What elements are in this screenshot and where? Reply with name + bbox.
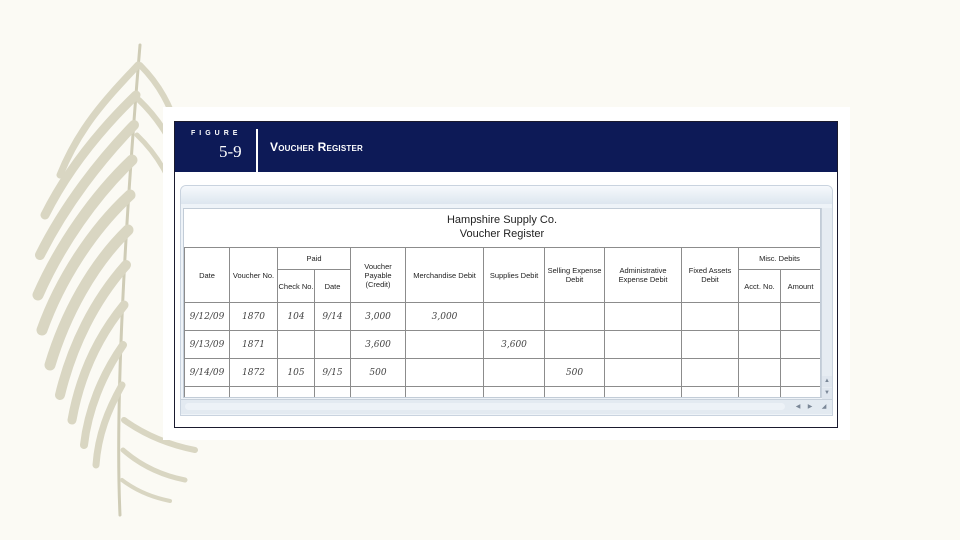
- cell-empty: [682, 387, 739, 399]
- company-name: Hampshire Supply Co.: [446, 214, 558, 226]
- header-acct-no: Acct. No.: [739, 270, 781, 303]
- vertical-scrollbar[interactable]: [821, 208, 832, 398]
- arrow-down-icon[interactable]: ▼: [822, 388, 832, 399]
- horizontal-scrollbar[interactable]: [181, 399, 832, 414]
- cell-voucher-no: 1871: [230, 331, 278, 359]
- cell-voucher-payable: 500: [351, 359, 406, 387]
- cell-amount: [781, 359, 821, 387]
- cell-empty: [185, 387, 230, 399]
- window-titlebar: [181, 186, 832, 204]
- cell-paid-date: 9/14: [315, 303, 351, 331]
- table-row: [185, 303, 821, 331]
- cell-empty: [605, 387, 682, 399]
- arrow-right-icon[interactable]: ▶: [807, 404, 813, 410]
- cell-fixed-assets-debit: [682, 303, 739, 331]
- table-row-empty: [185, 387, 821, 399]
- cell-administrative-expense-debit: [605, 331, 682, 359]
- cell-supplies-debit: [484, 303, 545, 331]
- header-voucher-payable: Voucher Payable (Credit): [351, 248, 406, 303]
- figure-number: 5-9: [219, 142, 242, 161]
- figure-frame: [174, 121, 838, 428]
- cell-check-no: [278, 331, 315, 359]
- header-divider: [256, 129, 258, 172]
- cell-fixed-assets-debit: [682, 359, 739, 387]
- table-row: [185, 331, 821, 359]
- cell-fixed-assets-debit: [682, 331, 739, 359]
- cell-acct-no: [739, 359, 781, 387]
- cell-voucher-no: 1870: [230, 303, 278, 331]
- cell-date: 9/14/09: [185, 359, 230, 387]
- figure-header: [175, 122, 837, 172]
- header-administrative-expense-debit: Administrative Expense Debit: [605, 248, 682, 303]
- cell-empty: [351, 387, 406, 399]
- cell-amount: [781, 303, 821, 331]
- figure-title: Voucher Register: [270, 140, 363, 154]
- table-row: [185, 359, 821, 387]
- arrow-up-icon[interactable]: ▲: [822, 376, 832, 387]
- arrow-left-icon[interactable]: ◀: [795, 404, 801, 410]
- header-paid-date: Date: [315, 270, 351, 303]
- cell-empty: [315, 387, 351, 399]
- cell-date: 9/12/09: [185, 303, 230, 331]
- header-misc-debits: Misc. Debits: [739, 248, 821, 270]
- cell-selling-expense-debit: [545, 331, 605, 359]
- cell-administrative-expense-debit: [605, 359, 682, 387]
- horizontal-scroll-track[interactable]: [185, 403, 785, 410]
- resize-grip-icon[interactable]: ◢: [821, 404, 827, 410]
- cell-merchandise-debit: 3,000: [406, 303, 484, 331]
- figure-label: FIGURE: [191, 130, 242, 137]
- header-check-no: Check No.: [278, 270, 315, 303]
- cell-supplies-debit: 3,600: [484, 331, 545, 359]
- cell-empty: [230, 387, 278, 399]
- cell-empty: [545, 387, 605, 399]
- cell-check-no: 105: [278, 359, 315, 387]
- cell-empty: [484, 387, 545, 399]
- cell-paid-date: 9/15: [315, 359, 351, 387]
- register-title: Voucher Register: [459, 228, 545, 240]
- register-heading: [184, 213, 820, 241]
- header-paid: Paid: [278, 248, 351, 270]
- voucher-register-table: [184, 247, 821, 398]
- cell-selling-expense-debit: [545, 303, 605, 331]
- cell-voucher-payable: 3,000: [351, 303, 406, 331]
- cell-paid-date: [315, 331, 351, 359]
- cell-empty: [739, 387, 781, 399]
- register-sheet: [183, 208, 821, 398]
- header-date: Date: [185, 248, 230, 303]
- cell-selling-expense-debit: 500: [545, 359, 605, 387]
- cell-voucher-no: 1872: [230, 359, 278, 387]
- header-fixed-assets-debit: Fixed Assets Debit: [682, 248, 739, 303]
- cell-empty: [406, 387, 484, 399]
- cell-check-no: 104: [278, 303, 315, 331]
- cell-date: 9/13/09: [185, 331, 230, 359]
- cell-empty: [278, 387, 315, 399]
- cell-amount: [781, 331, 821, 359]
- cell-administrative-expense-debit: [605, 303, 682, 331]
- header-voucher-no: Voucher No.: [230, 248, 278, 303]
- cell-empty: [781, 387, 821, 399]
- cell-acct-no: [739, 331, 781, 359]
- cell-merchandise-debit: [406, 359, 484, 387]
- spreadsheet-window: [180, 185, 833, 416]
- slide-card: [163, 107, 850, 440]
- cell-merchandise-debit: [406, 331, 484, 359]
- cell-voucher-payable: 3,600: [351, 331, 406, 359]
- header-supplies-debit: Supplies Debit: [484, 248, 545, 303]
- cell-supplies-debit: [484, 359, 545, 387]
- header-amount: Amount: [781, 270, 821, 303]
- header-merchandise-debit: Merchandise Debit: [406, 248, 484, 303]
- header-selling-expense-debit: Selling Expense Debit: [545, 248, 605, 303]
- cell-acct-no: [739, 303, 781, 331]
